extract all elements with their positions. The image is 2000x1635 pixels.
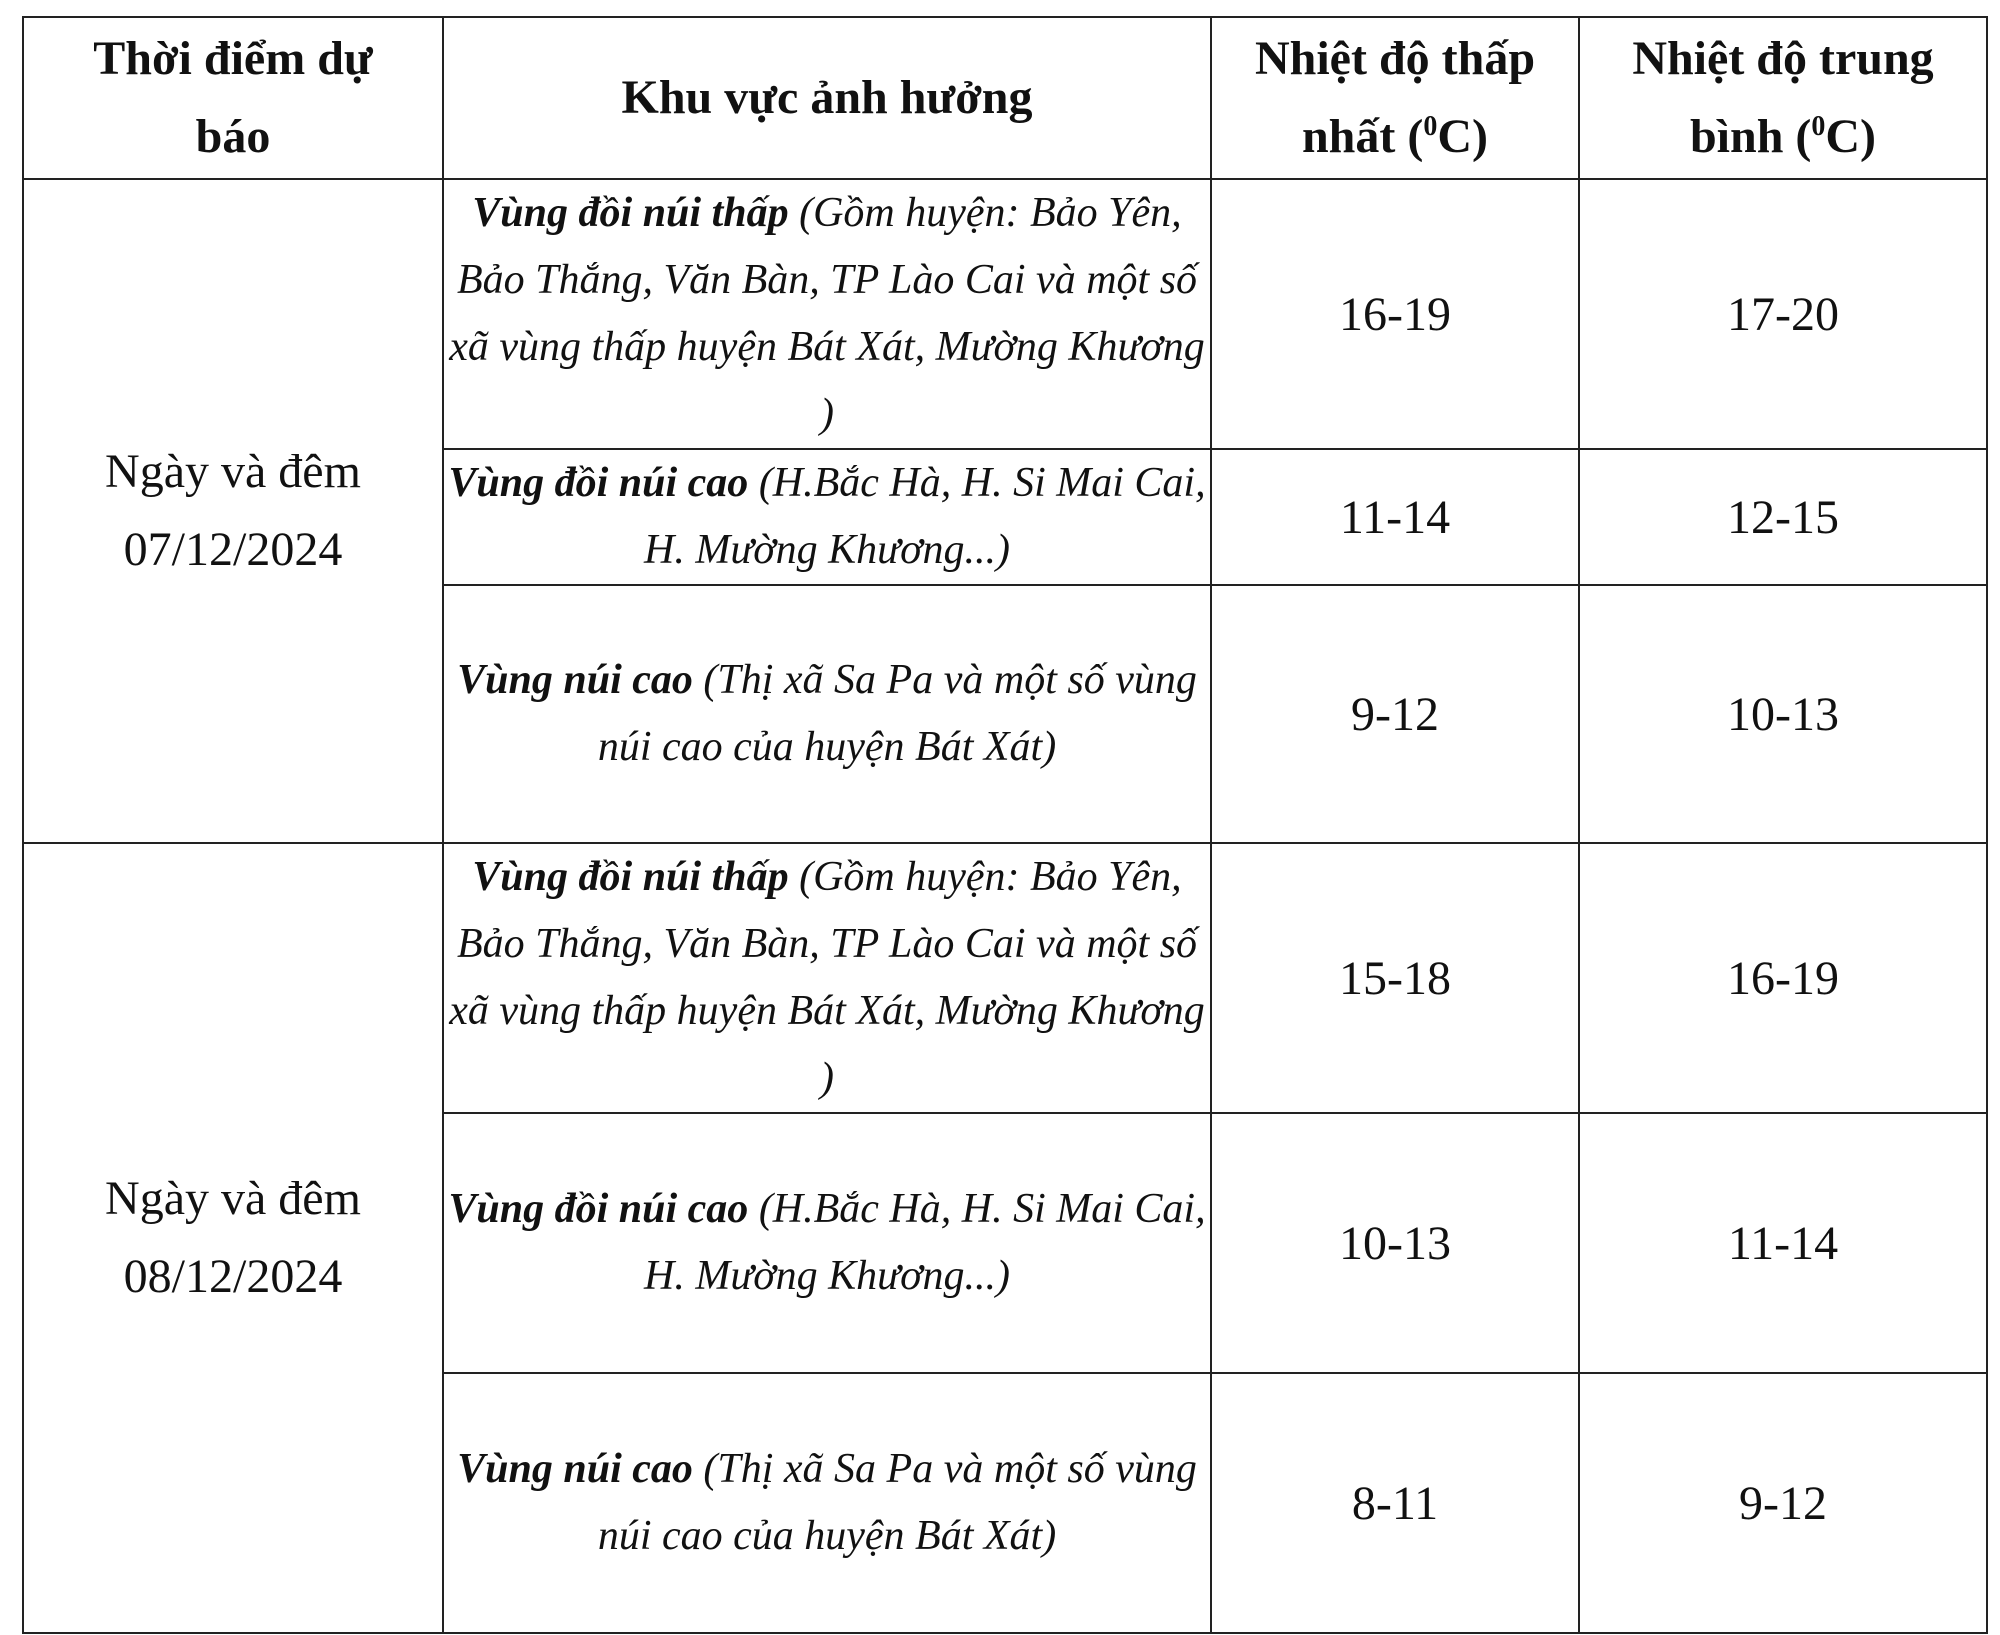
area-name: Vùng đồi núi cao (448, 460, 749, 506)
min-temp-cell: 16-19 (1211, 179, 1579, 449)
area-name: Vùng núi cao (457, 657, 693, 703)
area-detail: (Thị xã Sa Pa và một số vùng núi cao của huyện Bát Xát) (597, 657, 1197, 770)
avg-temp-cell: 11-14 (1579, 1113, 1987, 1373)
area-name: Vùng đồi núi cao (448, 1186, 749, 1232)
avg-temp-cell: 16-19 (1579, 843, 1987, 1113)
min-temp-cell: 15-18 (1211, 843, 1579, 1113)
forecast-table (22, 16, 1988, 1634)
area-cell (443, 1373, 1211, 1633)
area-name: Vùng đồi núi thấp (472, 854, 789, 900)
area-cell (443, 179, 1211, 449)
area-detail: (Gồm huyện: Bảo Yên, Bảo Thắng, Văn Bàn, TP Lào Cai và một số xã vùng thấp huyện Bát Xát, Mường Khương ) (449, 854, 1205, 1101)
area-name: Vùng núi cao (457, 1446, 693, 1492)
area-detail: (Thị xã Sa Pa và một số vùng núi cao của huyện Bát Xát) (597, 1446, 1197, 1559)
forecast-date-cell: Ngày và đêm 08/12/2024 (23, 843, 443, 1633)
area-detail: (H.Bắc Hà, H. Si Mai Cai, H. Mường Khương...) (644, 1186, 1206, 1299)
avg-temp-cell: 10-13 (1579, 585, 1987, 843)
avg-temp-cell: 12-15 (1579, 449, 1987, 585)
forecast-date-cell: Ngày và đêm 07/12/2024 (23, 179, 443, 843)
header-affected-area: Khu vực ảnh hưởng (443, 17, 1211, 179)
table-row (23, 843, 1987, 1113)
avg-temp-cell: 17-20 (1579, 179, 1987, 449)
min-temp-cell: 10-13 (1211, 1113, 1579, 1373)
min-temp-cell: 9-12 (1211, 585, 1579, 843)
area-detail: (Gồm huyện: Bảo Yên, Bảo Thắng, Văn Bàn, TP Lào Cai và một số xã vùng thấp huyện Bát Xát, Mường Khương ) (449, 190, 1205, 437)
area-cell (443, 1113, 1211, 1373)
table-row (23, 179, 1987, 449)
min-temp-cell: 11-14 (1211, 449, 1579, 585)
header-avg-temperature: Nhiệt độ trung bình ($^0$C) (1579, 17, 1987, 179)
avg-temp-cell: 9-12 (1579, 1373, 1987, 1633)
min-temp-cell: 8-11 (1211, 1373, 1579, 1633)
table-header-row (23, 17, 1987, 179)
header-forecast-time: Thời điểm dự báo (23, 17, 443, 179)
area-cell (443, 449, 1211, 585)
header-min-temperature: Nhiệt độ thấp nhất ($^0$C) (1211, 17, 1579, 179)
area-cell (443, 585, 1211, 843)
area-detail: (H.Bắc Hà, H. Si Mai Cai, H. Mường Khương...) (644, 460, 1206, 573)
area-cell (443, 843, 1211, 1113)
area-name: Vùng đồi núi thấp (472, 190, 789, 236)
